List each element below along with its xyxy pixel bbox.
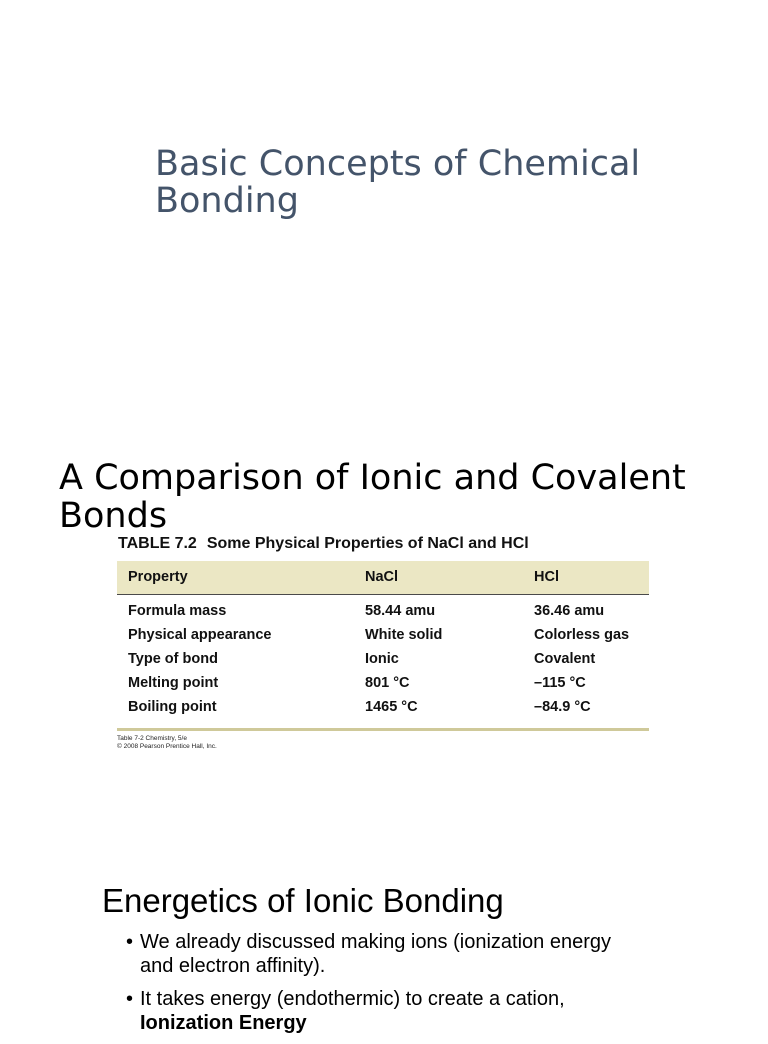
table-caption bbox=[118, 535, 529, 553]
row-property-cell: Melting point bbox=[128, 675, 219, 691]
row-property-cell: Type of bond bbox=[128, 651, 218, 667]
row-nacl-cell: 1465 °C bbox=[365, 699, 418, 715]
row-nacl-cell: White solid bbox=[365, 627, 443, 643]
table-credit bbox=[117, 735, 217, 751]
slide-title-energetics: Energetics of Ionic Bonding bbox=[102, 882, 504, 919]
table-row bbox=[117, 651, 649, 675]
row-property-cell: Boiling point bbox=[128, 699, 217, 715]
header-property: Property bbox=[128, 569, 188, 585]
list-item bbox=[126, 930, 646, 978]
slide-title-ionic-covalent-comparison: A Comparison of Ionic and Covalent Bonds bbox=[59, 458, 686, 536]
properties-table-figure bbox=[117, 533, 651, 755]
row-hcl-cell: –115 °C bbox=[534, 675, 586, 691]
table-header-row bbox=[117, 561, 649, 595]
table-caption-text: Some Physical Properties of NaCl and HCl bbox=[206, 535, 529, 552]
credit-line-source: Table 7-2 Chemistry, 5/e bbox=[117, 735, 187, 742]
row-hcl-cell: 36.46 amu bbox=[534, 603, 605, 619]
credit-line-copyright: © 2008 Pearson Prentice Hall, Inc. bbox=[117, 743, 217, 750]
table-row bbox=[117, 627, 649, 651]
table-row bbox=[117, 603, 649, 627]
header-nacl: NaCl bbox=[365, 569, 399, 585]
row-property-cell: Physical appearance bbox=[128, 627, 272, 643]
header-hcl: HCl bbox=[534, 569, 559, 585]
row-nacl-cell: Ionic bbox=[365, 651, 399, 667]
row-nacl-cell: 58.44 amu bbox=[365, 603, 436, 619]
row-hcl-cell: Colorless gas bbox=[534, 627, 630, 643]
bullet-text: We already discussed making ions (ionization energy and electron affinity). bbox=[140, 931, 611, 977]
bullet-list bbox=[126, 930, 646, 1044]
bullet-marker: • bbox=[126, 931, 134, 953]
table-row bbox=[117, 675, 649, 699]
table-row bbox=[117, 699, 649, 723]
row-property-cell: Formula mass bbox=[128, 603, 227, 619]
row-hcl-cell: –84.9 °C bbox=[534, 699, 591, 715]
row-nacl-cell: 801 °C bbox=[365, 675, 410, 691]
bullet-bold-term: Ionization Energy bbox=[140, 1012, 307, 1034]
bullet-text: It takes energy (endothermic) to create a cation, bbox=[140, 988, 565, 1010]
slide-title-chemical-bonding: Basic Concepts of Chemical Bonding bbox=[155, 144, 641, 221]
table-number: TABLE 7.2 bbox=[118, 535, 197, 552]
row-hcl-cell: Covalent bbox=[534, 651, 596, 667]
list-item bbox=[126, 987, 646, 1035]
table-bottom-rule bbox=[117, 728, 649, 731]
bullet-marker: • bbox=[126, 988, 134, 1010]
